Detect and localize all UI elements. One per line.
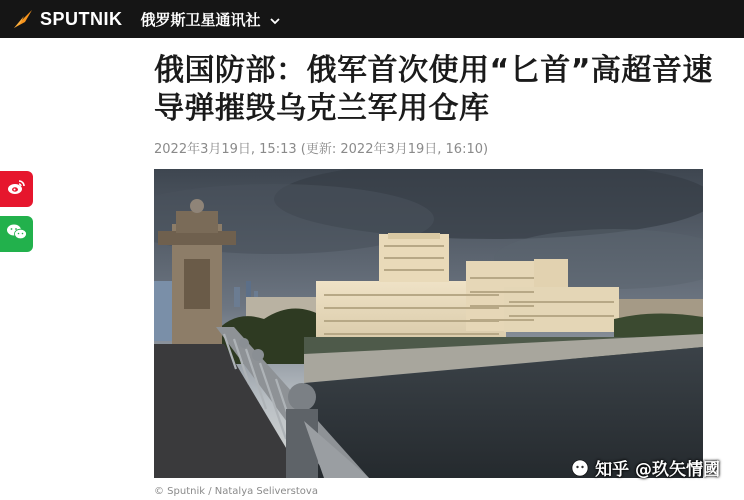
article-title: 俄国防部：俄军首次使用“匕首”高超音速导弹摧毁乌克兰军用仓库 xyxy=(154,53,713,126)
watermark-text: 知乎 @玖矢情國 xyxy=(595,460,720,480)
zhihu-logo-icon xyxy=(571,459,589,477)
share-wechat-button[interactable] xyxy=(0,216,33,252)
photo-credit: © Sputnik / Natalya Seliverstova xyxy=(154,486,318,497)
sputnik-logo[interactable] xyxy=(12,0,123,38)
zhihu-watermark xyxy=(571,455,720,480)
share-weibo-button[interactable] xyxy=(0,171,33,207)
updated-prefix: (更新: xyxy=(300,142,341,157)
top-nav-bar xyxy=(0,0,744,38)
updated-suffix: ) xyxy=(483,142,489,157)
brand-name: SPUTNIK xyxy=(40,8,123,29)
article-dateline xyxy=(154,138,488,157)
weibo-icon xyxy=(7,178,27,200)
section-label: 俄罗斯卫星通讯社 xyxy=(140,10,261,29)
wechat-icon xyxy=(6,223,28,245)
updated-date: 2022年3月19日, 16:10 xyxy=(340,142,484,157)
chevron-down-icon xyxy=(269,13,281,25)
sputnik-logo-icon xyxy=(12,8,34,30)
section-dropdown[interactable] xyxy=(141,9,281,30)
published-date: 2022年3月19日, 15:13 xyxy=(154,142,297,157)
article-photo[interactable] xyxy=(154,169,703,478)
